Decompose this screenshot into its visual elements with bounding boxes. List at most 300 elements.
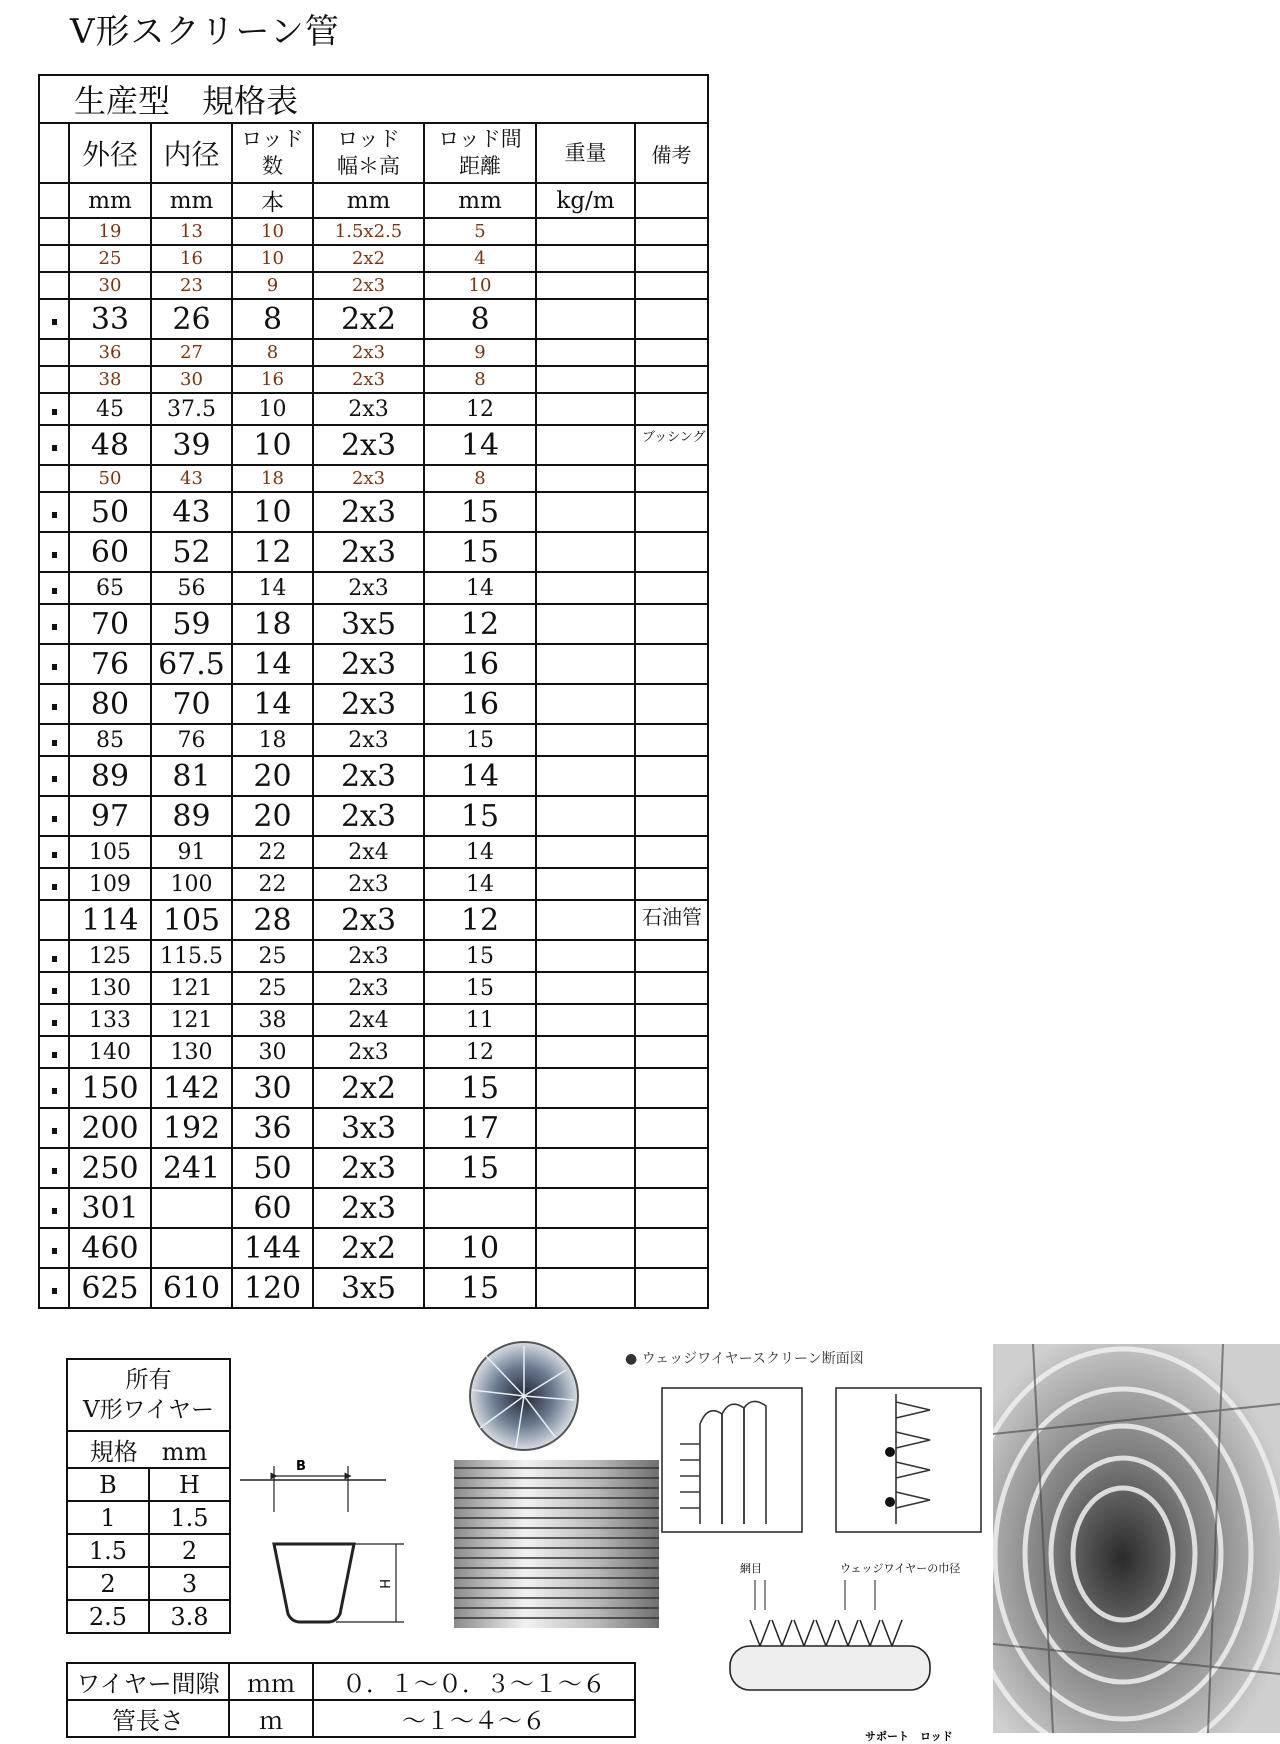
bullet-mark	[52, 1020, 57, 1026]
screen-interior-illustration	[993, 1344, 1280, 1733]
weight-cell	[536, 299, 635, 339]
unit-remarks	[635, 183, 708, 218]
remarks-cell	[635, 339, 708, 366]
rod-count-cell: 12	[232, 532, 313, 572]
unit-weight: kg/m	[536, 183, 635, 218]
remarks-cell	[635, 1108, 708, 1148]
bullet-mark	[52, 512, 57, 518]
rod-size-cell: 2x3	[313, 868, 424, 900]
units-row	[39, 183, 708, 218]
remarks-cell	[635, 366, 708, 393]
rod-count-cell: 16	[232, 366, 313, 393]
outer-diameter-cell: 80	[69, 684, 151, 724]
weight-cell	[536, 1004, 635, 1036]
row-mark	[39, 218, 69, 245]
inner-diameter-cell: 39	[151, 425, 232, 465]
table-row	[39, 1036, 708, 1068]
remarks-cell	[635, 644, 708, 684]
bullet-mark	[52, 776, 57, 782]
label-h: H	[376, 1579, 391, 1589]
rod-size-cell: 2x3	[313, 339, 424, 366]
wire-col-h: H	[149, 1468, 230, 1501]
gap-label: ワイヤー間隙	[67, 1663, 229, 1700]
wire-table-header: 所有 V形ワイヤー	[67, 1359, 230, 1431]
rod-gap-cell: 16	[424, 684, 536, 724]
rod-gap-cell: 10	[424, 1228, 536, 1268]
row-mark	[39, 836, 69, 868]
spec-table-title: 生産型 規格表	[39, 75, 708, 123]
label-b: B	[296, 1459, 306, 1474]
table-row	[39, 1188, 708, 1228]
weight-cell	[536, 532, 635, 572]
weight-cell	[536, 339, 635, 366]
rod-count-cell: 14	[232, 644, 313, 684]
outer-diameter-cell: 76	[69, 644, 151, 684]
rod-count-cell: 30	[232, 1036, 313, 1068]
wire-h-value: 1.5	[149, 1501, 230, 1534]
bullet-mark	[52, 988, 57, 994]
rod-size-cell: 2x3	[313, 492, 424, 532]
rod-count-cell: 120	[232, 1268, 313, 1308]
outer-diameter-cell: 65	[69, 572, 151, 604]
row-mark	[39, 1268, 69, 1308]
weight-cell	[536, 393, 635, 425]
row-mark	[39, 532, 69, 572]
length-unit: ｍ	[229, 1700, 313, 1737]
bullet-mark	[52, 884, 57, 890]
rod-count-cell: 18	[232, 724, 313, 756]
bullet-mark	[52, 816, 57, 822]
rod-count-cell: 10	[232, 492, 313, 532]
row-mark	[39, 684, 69, 724]
inner-diameter-cell: 100	[151, 868, 232, 900]
rod-gap-cell: 15	[424, 972, 536, 1004]
rod-size-cell: 3x5	[313, 1268, 424, 1308]
bullet-mark	[52, 1128, 57, 1134]
rod-gap-cell: 15	[424, 940, 536, 972]
inner-diameter-cell: 91	[151, 836, 232, 868]
table-row	[39, 1108, 708, 1148]
remarks-cell	[635, 572, 708, 604]
rod-gap-cell: 12	[424, 604, 536, 644]
outer-diameter-cell: 150	[69, 1068, 151, 1108]
bullet-mark	[52, 1208, 57, 1214]
rod-gap-cell: 14	[424, 836, 536, 868]
rod-size-cell: 2x3	[313, 272, 424, 299]
rod-count-cell: 10	[232, 425, 313, 465]
row-mark	[39, 339, 69, 366]
rod-count-cell: 10	[232, 245, 313, 272]
remarks-cell	[635, 245, 708, 272]
unit-outer-diameter: mm	[69, 183, 151, 218]
length-value: ～１～４～６	[313, 1700, 635, 1737]
weight-cell	[536, 868, 635, 900]
row-mark	[39, 1004, 69, 1036]
remarks-cell	[635, 218, 708, 245]
outer-diameter-cell: 130	[69, 972, 151, 1004]
outer-diameter-cell: 19	[69, 218, 151, 245]
weight-cell	[536, 724, 635, 756]
outer-diameter-cell: 30	[69, 272, 151, 299]
inner-diameter-cell: 76	[151, 724, 232, 756]
rod-count-cell: 20	[232, 756, 313, 796]
table-row	[67, 1663, 635, 1700]
table-row	[39, 425, 708, 465]
table-row	[39, 972, 708, 1004]
rod-gap-cell: 12	[424, 900, 536, 940]
rod-gap-cell: 15	[424, 1148, 536, 1188]
outer-diameter-cell: 89	[69, 756, 151, 796]
row-mark	[39, 1148, 69, 1188]
rod-size-cell: 2x3	[313, 572, 424, 604]
rod-size-cell: 2x3	[313, 1148, 424, 1188]
row-mark	[39, 796, 69, 836]
inner-diameter-cell: 121	[151, 972, 232, 1004]
row-mark	[39, 425, 69, 465]
inner-diameter-cell: 192	[151, 1108, 232, 1148]
row-mark	[39, 900, 69, 940]
screen-tube-illustration	[446, 1340, 661, 1630]
table-row	[39, 1228, 708, 1268]
inner-diameter-cell: 16	[151, 245, 232, 272]
inner-diameter-cell: 70	[151, 684, 232, 724]
header-rod-count: ロッド 数	[232, 123, 313, 183]
remarks-cell	[635, 272, 708, 299]
rod-count-cell: 8	[232, 339, 313, 366]
rod-gap-cell: 14	[424, 425, 536, 465]
table-row	[39, 868, 708, 900]
outer-diameter-cell: 105	[69, 836, 151, 868]
inner-diameter-cell: 13	[151, 218, 232, 245]
remarks-cell	[635, 299, 708, 339]
outer-diameter-cell: 48	[69, 425, 151, 465]
rod-size-cell: 2x3	[313, 1188, 424, 1228]
rod-size-cell: 2x3	[313, 756, 424, 796]
row-mark	[39, 972, 69, 1004]
inner-diameter-cell: 52	[151, 532, 232, 572]
weight-cell	[536, 245, 635, 272]
inner-diameter-cell: 67.5	[151, 644, 232, 684]
remarks-cell	[635, 836, 708, 868]
header-rod-gap: ロッド間 距離	[424, 123, 536, 183]
rod-count-cell: 10	[232, 393, 313, 425]
wire-spec-table	[66, 1358, 231, 1634]
outer-diameter-cell: 200	[69, 1108, 151, 1148]
inner-diameter-cell: 59	[151, 604, 232, 644]
rod-gap-cell: 12	[424, 393, 536, 425]
page-title: V形スクリーン管	[70, 12, 340, 52]
bullet-mark	[52, 624, 57, 630]
rod-count-cell: 30	[232, 1068, 313, 1108]
table-row	[39, 724, 708, 756]
row-mark	[39, 465, 69, 492]
row-mark	[39, 644, 69, 684]
weight-cell	[536, 492, 635, 532]
gap-length-table	[66, 1662, 636, 1738]
outer-diameter-cell: 97	[69, 796, 151, 836]
wire-h-value: 2	[149, 1534, 230, 1567]
rod-size-cell: 2x2	[313, 1228, 424, 1268]
cross-section-diagram	[660, 1384, 985, 1744]
remarks-cell	[635, 868, 708, 900]
rod-count-cell: 38	[232, 1004, 313, 1036]
weight-cell	[536, 684, 635, 724]
outer-diameter-cell: 114	[69, 900, 151, 940]
outer-diameter-cell: 70	[69, 604, 151, 644]
row-mark	[39, 940, 69, 972]
rod-count-cell: 22	[232, 836, 313, 868]
rod-gap-cell: 5	[424, 218, 536, 245]
rod-gap-cell: 17	[424, 1108, 536, 1148]
rod-count-cell: 60	[232, 1188, 313, 1228]
table-row	[39, 836, 708, 868]
table-row	[39, 604, 708, 644]
weight-cell	[536, 1068, 635, 1108]
table-row	[67, 1567, 230, 1600]
inner-diameter-cell: 89	[151, 796, 232, 836]
rod-gap-cell: 9	[424, 339, 536, 366]
remarks-cell	[635, 532, 708, 572]
label-mesh: 網目	[740, 1562, 762, 1575]
table-row	[67, 1600, 230, 1633]
rod-count-cell: 28	[232, 900, 313, 940]
outer-diameter-cell: 140	[69, 1036, 151, 1068]
bullet-mark	[52, 1288, 57, 1294]
weight-cell	[536, 1188, 635, 1228]
table-row	[39, 218, 708, 245]
remarks-cell	[635, 724, 708, 756]
inner-diameter-cell: 105	[151, 900, 232, 940]
rod-size-cell: 2x4	[313, 836, 424, 868]
length-label: 管長さ	[67, 1700, 229, 1737]
outer-diameter-cell: 133	[69, 1004, 151, 1036]
header-outer-diameter: 外径	[69, 123, 151, 183]
bullet-mark	[52, 552, 57, 558]
table-row	[39, 940, 708, 972]
outer-diameter-cell: 109	[69, 868, 151, 900]
weight-cell	[536, 1228, 635, 1268]
inner-diameter-cell: 56	[151, 572, 232, 604]
outer-diameter-cell: 25	[69, 245, 151, 272]
weight-cell	[536, 796, 635, 836]
weight-cell	[536, 644, 635, 684]
rod-count-cell: 18	[232, 604, 313, 644]
row-mark	[39, 366, 69, 393]
rod-gap-cell: 16	[424, 644, 536, 684]
bullet-mark	[52, 664, 57, 670]
row-mark	[39, 1188, 69, 1228]
rod-gap-cell: 15	[424, 532, 536, 572]
table-row	[39, 756, 708, 796]
remarks-cell	[635, 1148, 708, 1188]
header-weight: 重量	[536, 123, 635, 183]
rod-count-cell: 14	[232, 572, 313, 604]
inner-diameter-cell: 142	[151, 1068, 232, 1108]
remarks-cell	[635, 684, 708, 724]
row-mark	[39, 756, 69, 796]
wire-profile-diagram	[236, 1452, 426, 1637]
rod-size-cell: 2x2	[313, 1068, 424, 1108]
table-row	[39, 532, 708, 572]
rod-count-cell: 36	[232, 1108, 313, 1148]
inner-diameter-cell: 130	[151, 1036, 232, 1068]
table-row	[39, 366, 708, 393]
rod-size-cell: 2x2	[313, 299, 424, 339]
rod-gap-cell: 15	[424, 796, 536, 836]
weight-cell	[536, 1148, 635, 1188]
remarks-cell: 石油管	[635, 900, 708, 940]
weight-cell	[536, 572, 635, 604]
rod-gap-cell: 8	[424, 465, 536, 492]
outer-diameter-cell: 38	[69, 366, 151, 393]
table-row	[39, 492, 708, 532]
bullet-mark	[52, 588, 57, 594]
bullet-mark	[52, 1168, 57, 1174]
table-row	[39, 1068, 708, 1108]
rod-gap-cell: 15	[424, 1268, 536, 1308]
rod-count-cell: 50	[232, 1148, 313, 1188]
weight-cell	[536, 900, 635, 940]
remarks-cell	[635, 465, 708, 492]
row-mark	[39, 604, 69, 644]
inner-diameter-cell: 26	[151, 299, 232, 339]
bullet-mark	[52, 704, 57, 710]
rod-size-cell: 3x3	[313, 1108, 424, 1148]
remarks-cell: ブッシング	[635, 425, 708, 465]
outer-diameter-cell: 36	[69, 339, 151, 366]
weight-cell	[536, 425, 635, 465]
gap-value: ０．１～０．３～１～６	[313, 1663, 635, 1700]
rod-size-cell: 2x3	[313, 684, 424, 724]
rod-gap-cell: 12	[424, 1036, 536, 1068]
table-row	[39, 1268, 708, 1308]
wire-h-value: 3.8	[149, 1600, 230, 1633]
remarks-cell	[635, 796, 708, 836]
rod-gap-cell: 4	[424, 245, 536, 272]
rod-count-cell: 8	[232, 299, 313, 339]
row-mark	[39, 393, 69, 425]
wire-b-value: 2	[67, 1567, 149, 1600]
bullet-mark	[52, 852, 57, 858]
row-mark	[39, 492, 69, 532]
outer-diameter-cell: 50	[69, 465, 151, 492]
header-remarks: 備考	[635, 123, 708, 183]
rod-gap-cell: 11	[424, 1004, 536, 1036]
remarks-cell	[635, 1068, 708, 1108]
rod-count-cell: 9	[232, 272, 313, 299]
outer-diameter-cell: 33	[69, 299, 151, 339]
rod-size-cell: 2x3	[313, 940, 424, 972]
outer-diameter-cell: 625	[69, 1268, 151, 1308]
rod-size-cell: 2x4	[313, 1004, 424, 1036]
rod-size-cell: 2x2	[313, 245, 424, 272]
table-row	[67, 1501, 230, 1534]
remarks-cell	[635, 1036, 708, 1068]
weight-cell	[536, 465, 635, 492]
weight-cell	[536, 836, 635, 868]
weight-cell	[536, 366, 635, 393]
wire-col-b: B	[67, 1468, 149, 1501]
unit-inner-diameter: mm	[151, 183, 232, 218]
remarks-cell	[635, 1004, 708, 1036]
table-row	[39, 339, 708, 366]
spec-header-row	[39, 123, 708, 183]
row-mark	[39, 868, 69, 900]
inner-diameter-cell: 81	[151, 756, 232, 796]
header-rod-size: ロッド 幅＊高	[313, 123, 424, 183]
bullet-mark	[52, 956, 57, 962]
wire-spec-label: 規格 mm	[67, 1431, 230, 1468]
rod-size-cell: 1.5x2.5	[313, 218, 424, 245]
table-row	[39, 1148, 708, 1188]
remarks-cell	[635, 1188, 708, 1228]
outer-diameter-cell: 50	[69, 492, 151, 532]
table-row	[39, 299, 708, 339]
bullet-mark	[52, 1052, 57, 1058]
unit-rod-size: mm	[313, 183, 424, 218]
weight-cell	[536, 940, 635, 972]
outer-diameter-cell: 460	[69, 1228, 151, 1268]
label-wire-width: ウェッジワイヤーの巾径	[840, 1562, 961, 1575]
rod-count-cell: 14	[232, 684, 313, 724]
rod-gap-cell	[424, 1188, 536, 1228]
weight-cell	[536, 218, 635, 245]
rod-size-cell: 2x3	[313, 366, 424, 393]
label-support-rod: サポート ロッド	[865, 1730, 953, 1743]
rod-size-cell: 2x3	[313, 724, 424, 756]
remarks-cell	[635, 604, 708, 644]
rod-size-cell: 2x3	[313, 465, 424, 492]
weight-cell	[536, 1108, 635, 1148]
rod-gap-cell: 15	[424, 1068, 536, 1108]
rod-size-cell: 2x3	[313, 532, 424, 572]
rod-count-cell: 10	[232, 218, 313, 245]
cross-section-title: ● ウェッジワイヤースクリーン断面図	[625, 1351, 864, 1367]
outer-diameter-cell: 60	[69, 532, 151, 572]
rod-gap-cell: 15	[424, 724, 536, 756]
rod-count-cell: 22	[232, 868, 313, 900]
wire-b-value: 1.5	[67, 1534, 149, 1567]
rod-gap-cell: 14	[424, 572, 536, 604]
table-row	[67, 1534, 230, 1567]
table-row	[39, 465, 708, 492]
table-row	[39, 393, 708, 425]
row-mark	[39, 245, 69, 272]
unit-mark	[39, 183, 69, 218]
weight-cell	[536, 604, 635, 644]
weight-cell	[536, 972, 635, 1004]
rod-count-cell: 18	[232, 465, 313, 492]
rod-count-cell: 20	[232, 796, 313, 836]
mark-header	[39, 123, 69, 183]
remarks-cell	[635, 393, 708, 425]
bullet-mark	[52, 445, 57, 451]
row-mark	[39, 724, 69, 756]
bullet-mark	[52, 409, 57, 415]
rod-size-cell: 2x3	[313, 425, 424, 465]
table-row	[39, 900, 708, 940]
rod-count-cell: 144	[232, 1228, 313, 1268]
inner-diameter-cell: 30	[151, 366, 232, 393]
weight-cell	[536, 1036, 635, 1068]
row-mark	[39, 572, 69, 604]
rod-count-cell: 25	[232, 972, 313, 1004]
outer-diameter-cell: 301	[69, 1188, 151, 1228]
rod-gap-cell: 14	[424, 868, 536, 900]
table-row	[39, 1004, 708, 1036]
row-mark	[39, 1228, 69, 1268]
rod-gap-cell: 8	[424, 299, 536, 339]
